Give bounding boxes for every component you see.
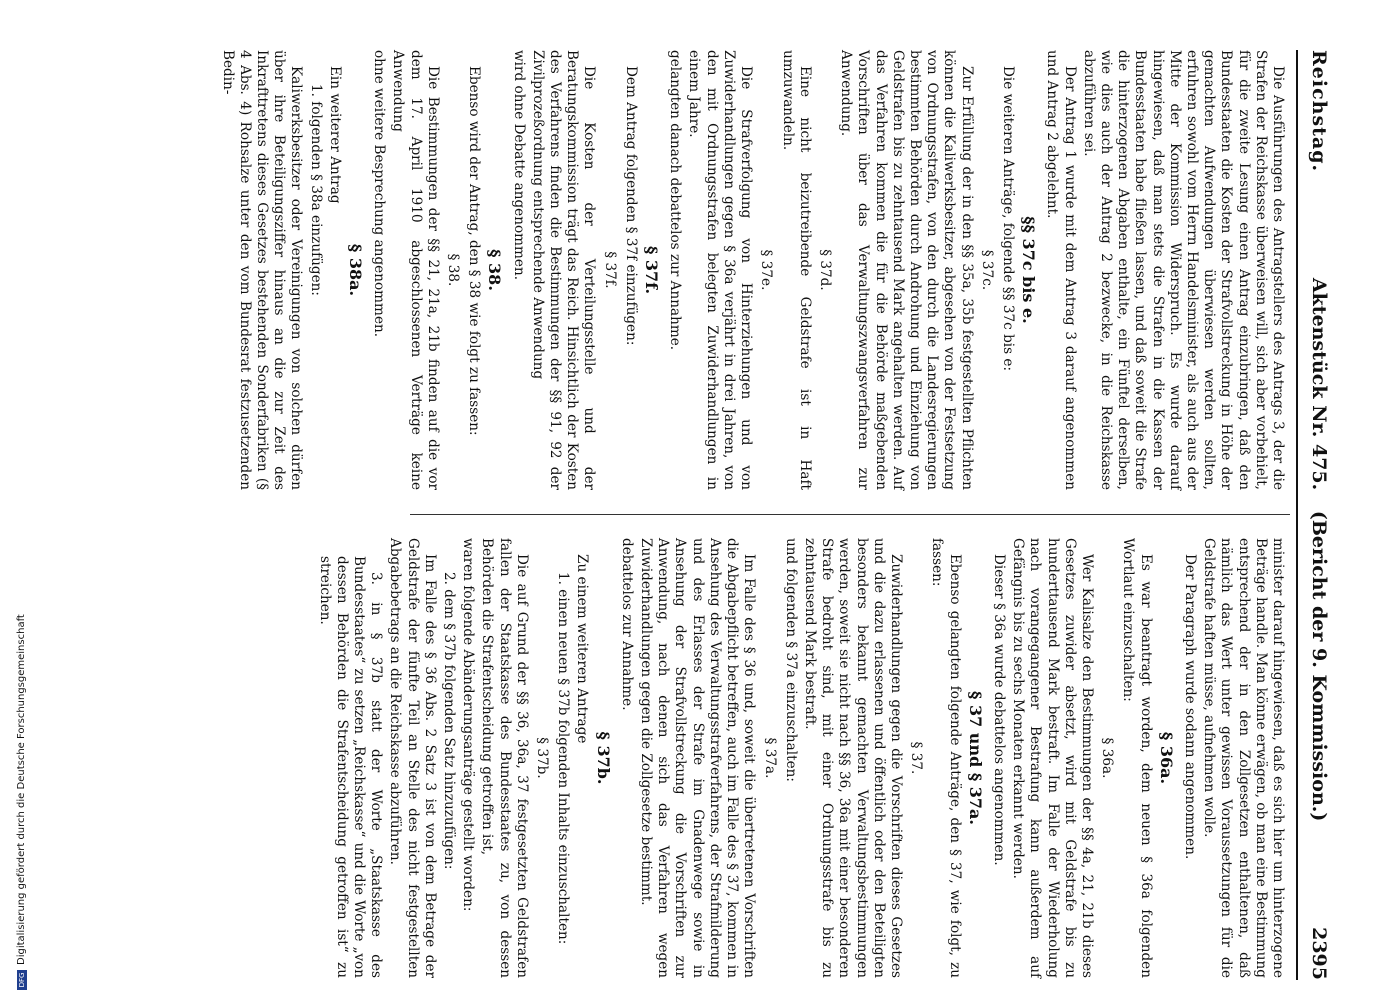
quoted-provision: Die Kosten der Verteilungsstelle und der Beratungskommission trägt das Reich. Hinsichtlich der Kosten des Verfahrens finden die Bestimmungen der §§ 91, 92 der Zivilprozeßordnung entsprechende Anwendung — [529, 50, 598, 490]
right-column — [313, 538, 1286, 978]
header-left: Reichstag. — [1308, 50, 1330, 173]
paragraph: gelangten danach debattelos zur Annahme. — [667, 50, 684, 351]
section-heading: §§ 37c bis e. — [1019, 216, 1039, 324]
quoted-provision: Im Falle des § 36 Abs. 2 Satz 3 ist von dem Betrage der Geldstrafe der fünfte Teil an Stelle des nicht festgestellten Abgabebetrags an die Reichskasse abzuführen. — [387, 538, 438, 978]
quoted-provision: Eine nicht beizutreibende Geldstrafe ist in Haft umzuwandeln. — [779, 50, 813, 490]
page-header — [1300, 50, 1330, 980]
subsection-label: § 37c. — [978, 249, 995, 291]
paragraph: wird ohne Debatte angenommen. — [510, 50, 527, 281]
paragraph: Die Ausführungen des Antragstellers des Antrags 3, der die Strafen der Reichskasse überweisen will, sich aber vorbehielt, für die zweite Lesung einen Antrag einzubringen, daß den Bundesstaaten die Kosten der Strafvollstreckung in Höhe der gemachten Aufwendungen überwiesen werden sollten, erfuhren sowohl vom Herrn Handelsminister, als auch aus der Mitte der Kommission Widerspruch. Es wurde darauf hingewiesen, daß man stets die Strafen in die Kassen der Bundesstaaten habe fließen lassen, und daß soweit die Strafe die hinterzogenen Abgaben enthalte, ein Fünftel derselben, wie dies auch der Antrag 2 bezwecke, in die Reichskasse abzuführen sei. — [1080, 50, 1286, 490]
paragraph: Zu einem weiteren Antrage — [574, 554, 591, 744]
subsection-label: § 37. — [908, 741, 925, 775]
subsection-label: § 37a. — [761, 737, 778, 779]
quoted-provision: Im Falle des § 36 und, soweit die übertretenen Vorschriften die Abgabepflicht betreffen, auch im Falle des § 37, kommen in Ansehung des Verwaltungsstrafverfahrens, der Strafmilderung und des Erlasses der Strafe im Gnadenwege sowie in Ansehung der Strafvollstreckung die Vorschriften zur Anwendung, nach denen sich das Verfahren wegen Zuwiderhandlungen gegen die Zollgesetze bestimmt. — [638, 538, 758, 978]
list-item: 2. dem § 37b folgenden Satz hinzuzufügen: — [441, 572, 458, 870]
left-column — [216, 50, 1286, 490]
digitization-note-text: Digitalisierung gefördert durch die Deutsche Forschungsgemeinschaft — [16, 614, 27, 965]
paragraph: Dem Antrag folgenden § 37f einzufügen: — [622, 66, 639, 346]
section-heading: § 36a. — [1156, 731, 1176, 785]
subsection-label: § 38. — [445, 253, 462, 287]
paragraph: Der Paragraph wurde sodann angenommen. — [1181, 554, 1198, 860]
header-document-number: Aktenstück Nr. 475. — [1308, 277, 1330, 491]
quoted-provision: Zur Erfüllung der in den §§ 35a, 35b festgestellten Pflichten können die Kaliwerksbesitzer, abgesehen von der Festsetzung von Ordnungsstrafen, von den durch die Landesregierungen bestimmten Behörden durch Androhung und Einziehung von Geldstrafen bis zu zehntausend Mark angehalten werden. Auf das Verfahren kommen die für die Behörde maßgebenden Vorschriften über das Verwaltungszwangsverfahren zur Anwendung. — [838, 50, 975, 490]
paragraph: Ebenso gelangten folgende Anträge, den § 37, wie folgt, zu fassen: — [929, 538, 963, 978]
quoted-provision: Die Bestimmungen der §§ 21, 21a, 21b finden auf die vor dem 17. April 1910 abgeschlossenen Verträge keine Anwendung — [390, 50, 441, 490]
quoted-provision: Die auf Grund der §§ 36, 36a, 37 festgesetzten Geldstrafen fallen der Staatskasse des Bundesstaates zu, von dessen Behörden die Strafentscheidung getroffen ist, — [479, 538, 530, 978]
paragraph: Ein weiterer Antrag — [326, 66, 343, 204]
section-heading: § 38. — [485, 249, 505, 291]
dfg-logo: DFG — [17, 970, 27, 990]
column-divider — [410, 514, 1290, 515]
page-number: 2395 — [1308, 927, 1330, 980]
quoted-provision: Die Strafverfolgung von Hinterziehungen und von Zuwiderhandlungen gegen § 36a verjährt in drei Jahren, von den mit Ordnungsstrafen belegten Zuwiderhandlungen in einem Jahre. — [686, 50, 755, 490]
paragraph: Der Antrag 1 wurde mit dem Antrag 3 darauf angenommen und Antrag 2 abgelehnt. — [1044, 50, 1078, 490]
quoted-provision: Zuwiderhandlungen gegen die Vorschriften dieses Gesetzes und die dazu erlassenen und öffentlich oder den Beteiligten besonders bekannt gemachten Verwaltungsbestimmungen werden, soweit sie nicht nach §§ 36, 36a mit einer besonderen Strafe bedroht sind, mit einer Ordnungsstrafe bis zu zehntausend Mark bestraft. — [801, 538, 904, 978]
paragraph: Ebenso wird der Antrag, den § 38 wie folgt zu fassen: — [466, 66, 483, 436]
paragraph: Es war beantragt worden, dem neuen § 36a folgenden Wortlaut einzuschalten: — [1120, 538, 1154, 978]
rotated-page-content — [40, 50, 1330, 980]
section-heading: § 38a. — [346, 243, 366, 297]
paragraph: und folgenden § 37a einzuschalten: — [782, 538, 799, 782]
paragraph: waren folgende Abänderungsanträge gestellt worden: — [460, 538, 477, 912]
subsection-label: § 37b. — [534, 737, 551, 779]
subsection-label: § 36a. — [1099, 737, 1116, 779]
list-item: 1. folgenden § 38a einzufügen: — [307, 84, 324, 296]
paragraph: debattelos zur Annahme. — [618, 538, 635, 711]
paragraph: minister darauf hingewiesen, daß es sich hier um hinterzogene Beträge handle. Man könne erwägen, ob man eine Bestimmung entsprechend der in den Zollgesetzen enthaltenen, daß nämlich das Wert unter gewissen Voraussetzungen für die Geldstrafe haften müsse, aufnehmen wolle. — [1201, 538, 1286, 978]
header-rule — [1296, 50, 1298, 980]
subsection-label: § 37f. — [601, 251, 618, 289]
header-commission: (Bericht der 9. Kommission.) — [1308, 510, 1330, 822]
header-center — [1308, 172, 1330, 927]
quoted-provision: Wer Kalisalze den Bestimmungen der §§ 4a, 21, 21b dieses Gesetzes zuwider absetzt, wird mit Geldstrafe bis zu hunderttausend Mark bestraft. Im Falle der Wiederholung nach vorangegangener Bestrafung kann außerdem auf Gefängnis bis zu sechs Monaten erkannt werden. — [1010, 538, 1095, 978]
quoted-provision: Kaliwerksbesitzer oder Vereinigungen von solchen dürfen über ihre Beteiligungsziffer hinaus an die zur Zeit des Inkrafttretens dieses Gesetzes bestehenden Sonderfabriken (§ 4 Abs. 4) Rohsalze unter den vom Bundesrat festzusetzenden Bedin- — [219, 50, 305, 490]
list-item: 1. einen neuen § 37b folgenden Inhalts einzuschalten: — [555, 572, 572, 945]
paragraph: Die weiteren Anträge, folgende §§ 37c bis e: — [999, 66, 1016, 372]
paragraph: Dieser § 36a wurde debattelos angenommen. — [990, 554, 1007, 866]
section-heading: § 37 und § 37a. — [965, 691, 985, 825]
subsection-label: § 37e. — [758, 249, 775, 291]
list-item: 3. in § 37b statt der Worte „Staatskasse des Bundesstaates“ zu setzen „Reichskasse“ und die Worte „von dessen Behörden die Strafentscheidung getroffen ist“ zu streichen. — [316, 556, 385, 978]
section-heading: § 37b. — [593, 731, 613, 785]
digitization-note — [16, 614, 27, 990]
paragraph: ohne weitere Besprechung angenommen. — [371, 50, 388, 338]
subsection-label: § 37d. — [816, 249, 833, 291]
section-heading: § 37f. — [642, 245, 662, 295]
